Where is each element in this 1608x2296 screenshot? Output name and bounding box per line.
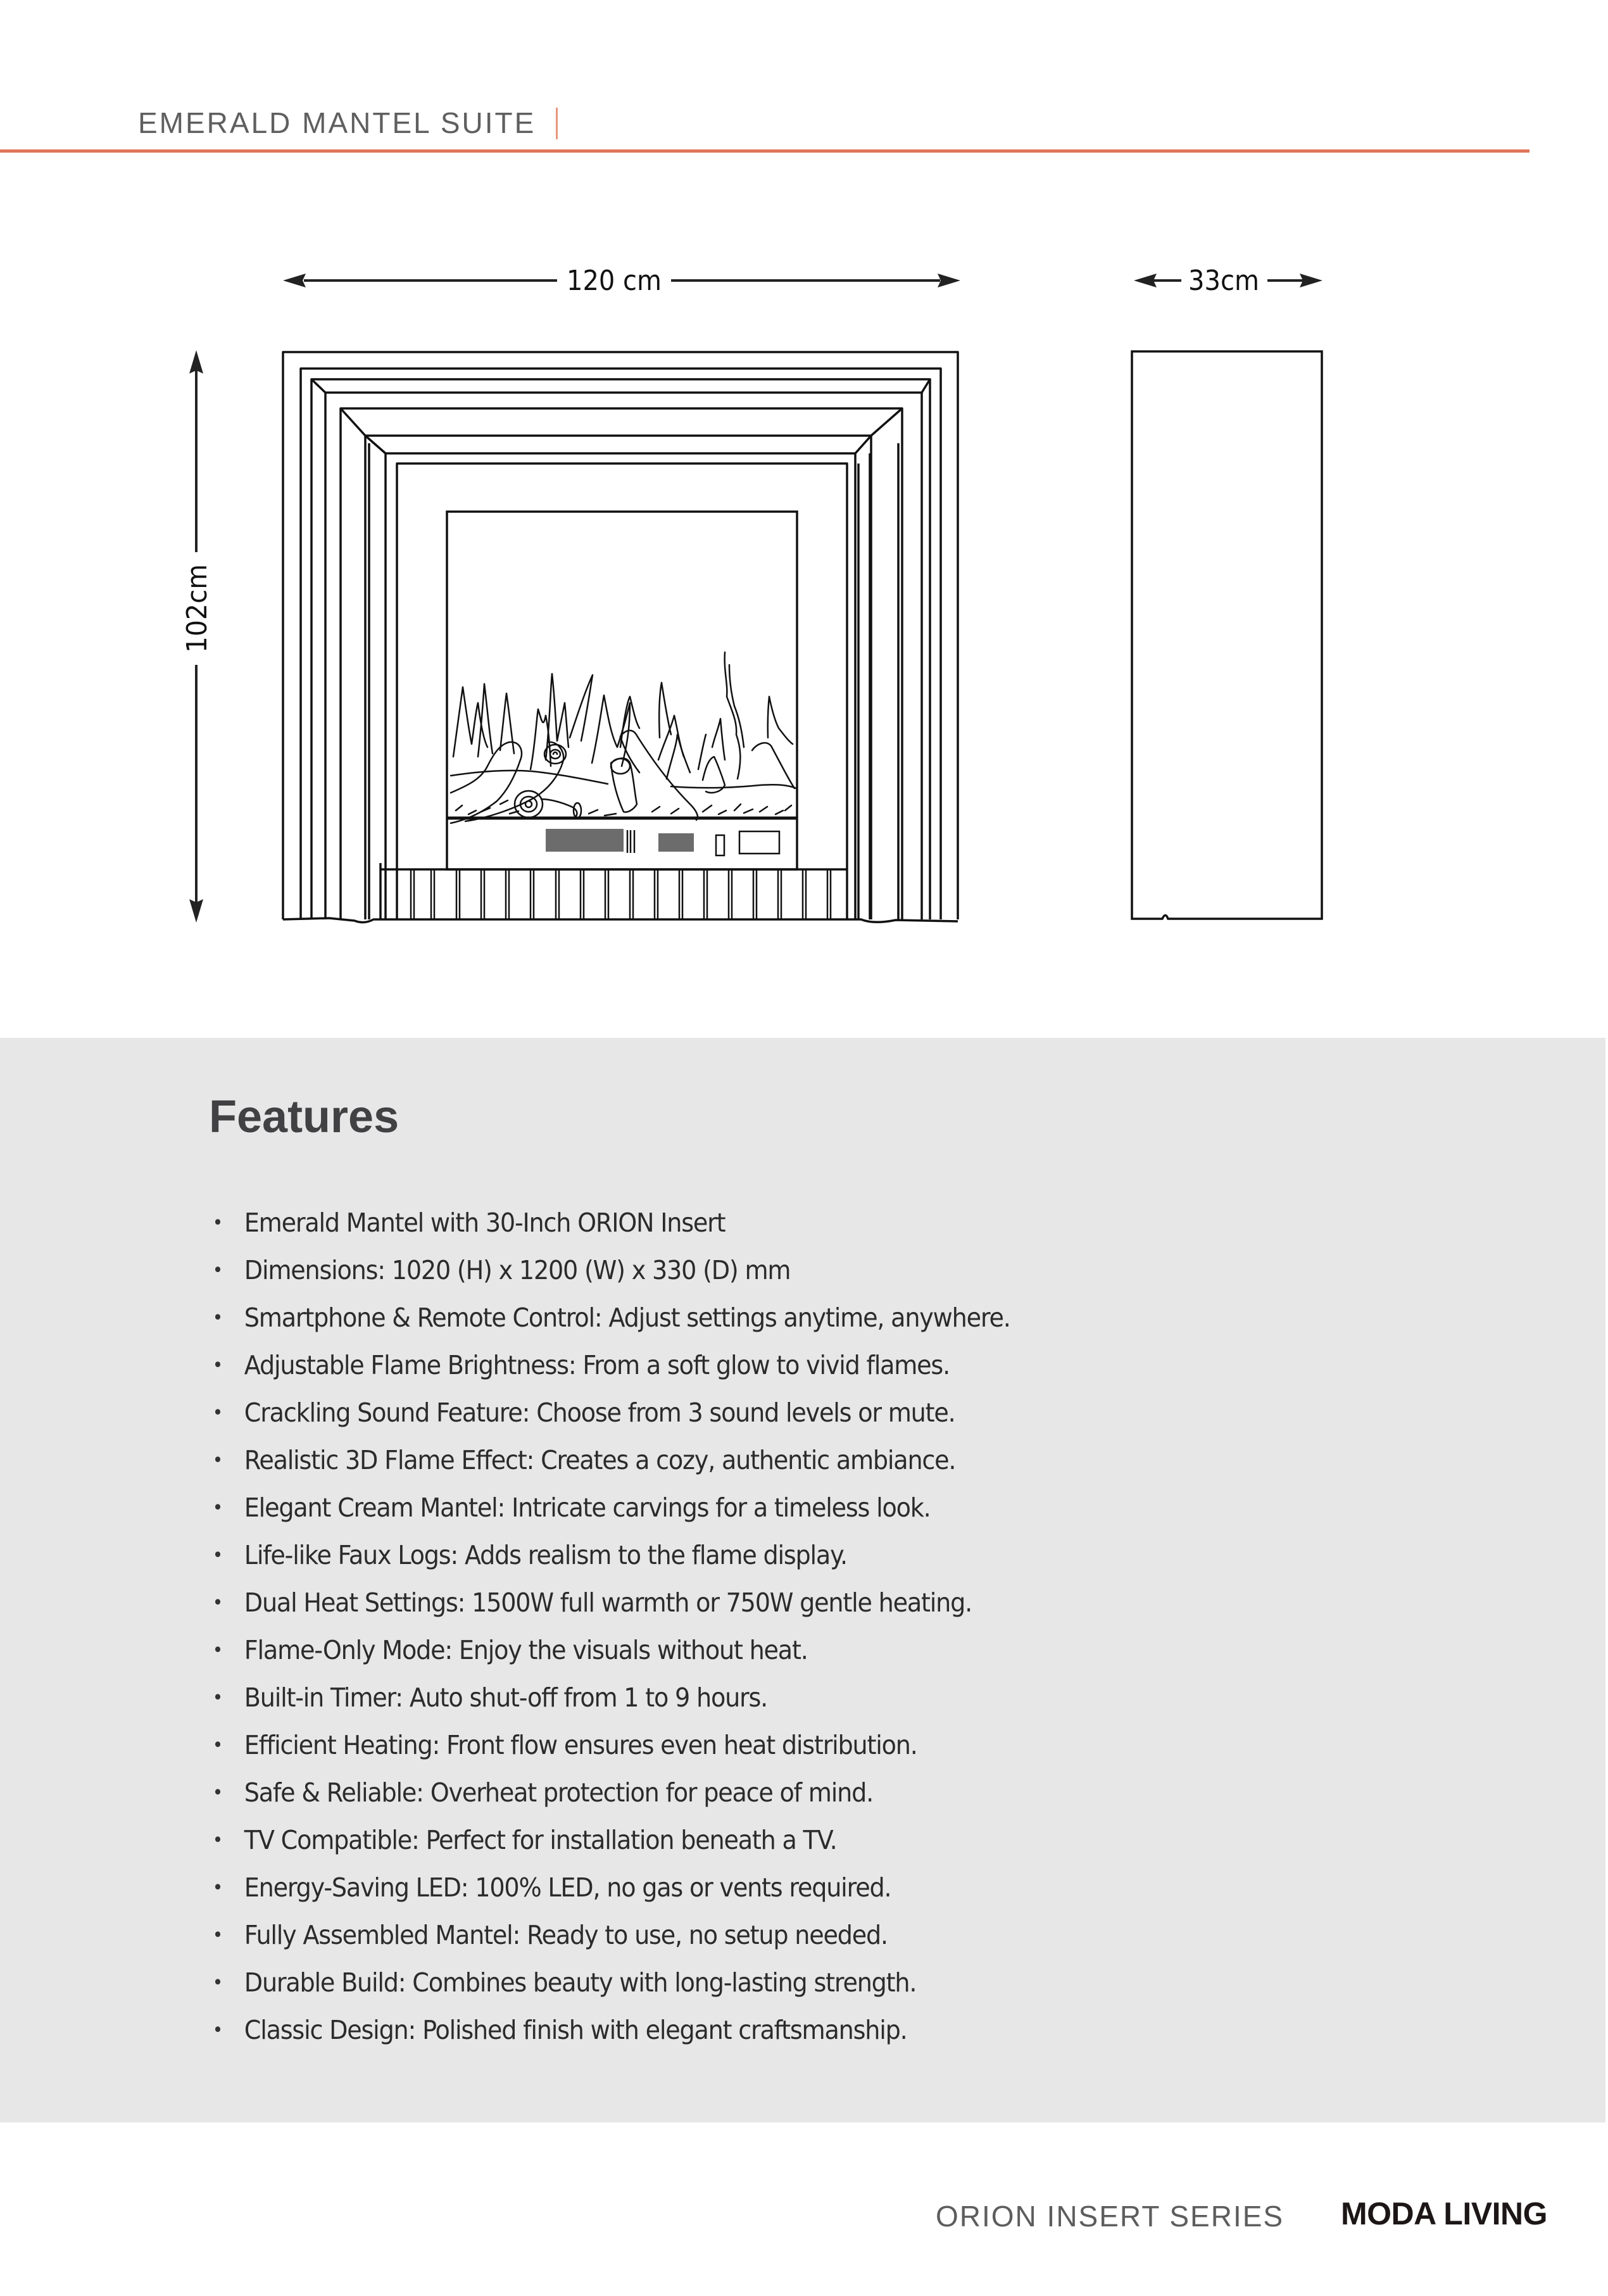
bullet-icon: •	[212, 1449, 223, 1472]
bullet-icon: •	[212, 1212, 223, 1234]
arrow-right-icon	[938, 274, 960, 287]
mantel-bevel	[341, 408, 386, 453]
feature-text: TV Compatible: Perfect for installation beneath a TV.	[244, 1825, 837, 1855]
feature-item	[209, 1959, 1010, 2007]
feature-item	[209, 1437, 1010, 1484]
flame	[698, 735, 706, 769]
bullet-icon: •	[212, 2019, 223, 2041]
bullet-icon: •	[212, 1592, 223, 1614]
display-window	[739, 831, 779, 854]
arrow-up-icon	[189, 350, 203, 374]
features-list	[209, 1199, 1071, 2054]
feature-item	[209, 1484, 1010, 1532]
feature-text: Life-like Faux Logs: Adds realism to the flame display.	[244, 1540, 847, 1570]
flame	[592, 695, 630, 766]
log	[541, 799, 577, 818]
log-end-rings	[515, 791, 543, 817]
log	[752, 743, 795, 788]
bullet-icon: •	[212, 1402, 223, 1424]
mantel-base	[283, 918, 958, 923]
feature-text: Built-in Timer: Auto shut-off from 1 to 9 hours.	[244, 1682, 768, 1713]
log-end-rings	[525, 801, 532, 807]
mantel-side-view	[1132, 351, 1322, 919]
log-end-rings	[550, 750, 560, 759]
log	[451, 742, 522, 823]
height-label: 102cm	[181, 557, 213, 653]
arrow-left-icon	[1134, 274, 1157, 287]
mantel-bevel	[311, 379, 325, 393]
mantel-bevel	[855, 408, 902, 453]
feature-text: Fully Assembled Mantel: Ready to use, no setup needed.	[244, 1920, 888, 1950]
ember-line	[671, 785, 796, 788]
bullet-icon: •	[212, 1782, 223, 1804]
bullet-icon: •	[212, 1829, 223, 1851]
feature-text: Crackling Sound Feature: Choose from 3 sound levels or mute.	[244, 1397, 955, 1428]
arrow-left-icon	[283, 274, 306, 287]
bullet-icon: •	[212, 1734, 223, 1757]
feature-item	[209, 1864, 1010, 1912]
feature-item	[209, 1199, 1010, 1247]
feature-item	[209, 1579, 1010, 1627]
feature-item	[209, 1627, 1010, 1674]
side-profile-outline	[1132, 351, 1322, 919]
flame	[768, 697, 793, 744]
feature-item	[209, 1769, 1010, 1817]
bullet-icon: •	[212, 1924, 223, 1946]
feature-item	[209, 1912, 1010, 1959]
feature-item	[209, 1532, 1010, 1579]
feature-item	[209, 1674, 1010, 1722]
feature-text: Realistic 3D Flame Effect: Creates a cozy, authentic ambiance.	[244, 1445, 956, 1475]
bullet-icon: •	[212, 1639, 223, 1662]
feature-item	[209, 1247, 1010, 1294]
power-switch-icon	[716, 835, 724, 855]
flame	[453, 687, 487, 757]
bullet-icon: •	[212, 1687, 223, 1709]
depth-label: 33cm	[1188, 265, 1259, 297]
feature-text: Dual Heat Settings: 1500W full warmth or 750W gentle heating.	[244, 1587, 972, 1618]
arrow-right-icon	[1300, 274, 1322, 287]
dimension-drawing	[0, 190, 1608, 1013]
bullet-icon: •	[212, 1497, 223, 1519]
feature-item	[209, 1294, 1010, 1342]
firebox	[447, 512, 797, 869]
bullet-icon: •	[212, 1259, 223, 1282]
bullet-icon: •	[212, 1972, 223, 1994]
footer-series-label: ORION INSERT SERIES	[936, 2200, 1285, 2233]
flame-and-logs-illustration	[451, 652, 796, 823]
log-end	[611, 759, 630, 774]
log-end	[574, 803, 581, 818]
feature-text: Safe & Reliable: Overheat protection for peace of mind.	[244, 1777, 873, 1808]
header-divider-tick	[556, 108, 558, 139]
mantel-bevel	[922, 379, 930, 393]
arrow-down-icon	[189, 899, 203, 923]
bullet-icon: •	[212, 1354, 223, 1377]
flame	[712, 719, 725, 760]
ember-line	[451, 771, 608, 784]
flame	[667, 735, 690, 779]
feature-text: Durable Build: Combines beauty with long-lasting strength.	[244, 1967, 917, 1998]
footer-brand-logo: MODA LIVING	[1341, 2196, 1547, 2231]
feature-item	[209, 1342, 1010, 1389]
feature-text: Emerald Mantel with 30-Inch ORION Insert	[244, 1208, 725, 1238]
feature-text: Energy-Saving LED: 100% LED, no gas or vents required.	[244, 1872, 891, 1903]
feature-text: Flame-Only Mode: Enjoy the visuals without heat.	[244, 1635, 808, 1665]
bullet-icon: •	[212, 1877, 223, 1899]
flame	[570, 675, 593, 741]
page-title: EMERALD MANTEL SUITE	[138, 106, 536, 139]
feature-text: Adjustable Flame Brightness: From a soft glow to vivid flames.	[244, 1350, 950, 1380]
feature-item	[209, 1817, 1010, 1864]
feature-item	[209, 1389, 1010, 1437]
flame	[658, 716, 684, 760]
feature-text: Efficient Heating: Front flow ensures even heat distribution.	[244, 1730, 917, 1760]
firebox-control-panel	[546, 829, 779, 855]
header-rule	[0, 149, 1529, 153]
log-end-rings	[553, 752, 557, 754]
features-heading: Features	[209, 1092, 399, 1142]
speaker-grille	[658, 833, 694, 852]
feature-text: Smartphone & Remote Control: Adjust settings anytime, anywhere.	[244, 1303, 1010, 1333]
feature-text: Classic Design: Polished finish with elegant craftsmanship.	[244, 2015, 907, 2045]
log	[611, 759, 637, 812]
width-label: 120 cm	[567, 265, 662, 297]
bullet-icon: •	[212, 1307, 223, 1329]
feature-item	[209, 1722, 1010, 1769]
firebox-frame	[447, 512, 797, 869]
feature-text: Dimensions: 1020 (H) x 1200 (W) x 330 (D) mm	[244, 1255, 791, 1285]
feature-text: Elegant Cream Mantel: Intricate carvings for a timeless look.	[244, 1492, 931, 1523]
ash-strokes	[456, 800, 791, 816]
heater-grille	[546, 829, 624, 852]
hearth-slats	[411, 869, 831, 919]
bullet-icon: •	[212, 1544, 223, 1567]
feature-item	[209, 2007, 1010, 2054]
flame	[500, 693, 514, 754]
